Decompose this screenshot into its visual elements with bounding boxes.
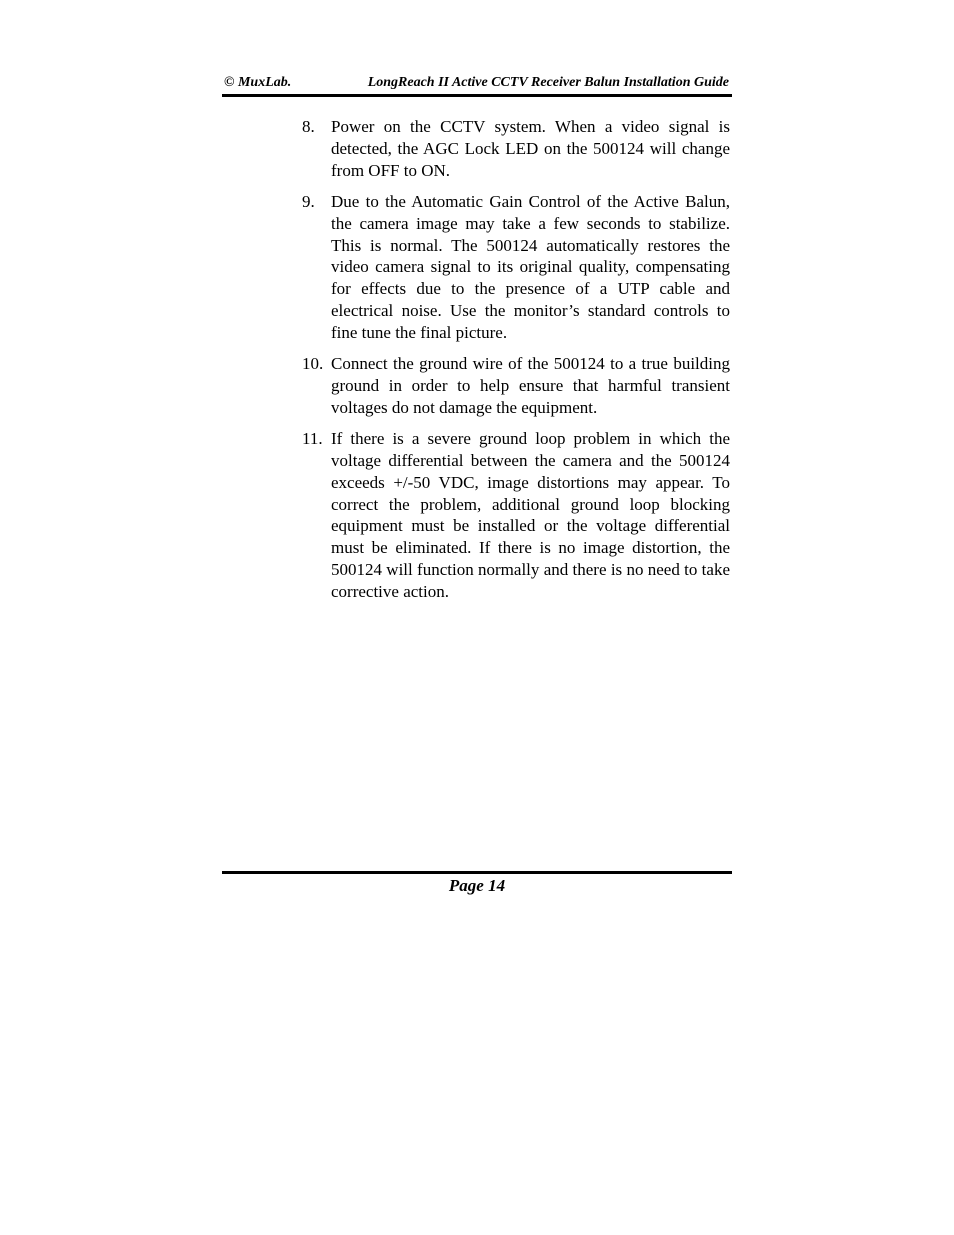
step-text: If there is a severe ground loop problem in which the voltage differential between the camera and the 500124 exceeds +/-50 VDC, image distortions may appear. To correct the problem, additional ground loop blocking equipment must be installed or the voltage differential must be eliminated. If there is no image distortion, the 500124 will function normally and there is no need to take corrective action. xyxy=(331,428,730,602)
step-number: 9. xyxy=(302,191,315,211)
step-10 xyxy=(302,353,730,419)
installation-steps-list xyxy=(302,116,730,612)
page-number: Page 14 xyxy=(448,876,506,895)
step-9 xyxy=(302,191,730,344)
step-number: 8. xyxy=(302,117,315,136)
running-header xyxy=(222,75,731,93)
step-11 xyxy=(302,428,730,603)
step-text: Connect the ground wire of the 500124 to a true building ground in order to help ensure that harmful transient voltages do not damage the equipment. xyxy=(331,354,730,417)
header-copyright: © MuxLab. xyxy=(224,75,292,90)
footer-rule xyxy=(222,871,732,874)
header-rule xyxy=(222,94,732,97)
step-number: 11. xyxy=(302,428,323,448)
step-text: Due to the Automatic Gain Control of the Active Balun, the camera image may take a few seconds to stabilize. This is normal. The 500124 automatically restores the video camera signal to its original quality, compensating for effects due to the presence of a UTP cable and electrical noise. Use the monitor’s standard controls to fine tune the final picture. xyxy=(331,191,730,343)
step-text: Power on the CCTV system. When a video signal is detected, the AGC Lock LED on the 500124 will change from OFF to ON. xyxy=(331,117,730,180)
step-number: 10. xyxy=(302,354,324,374)
step-8 xyxy=(302,116,730,182)
header-guide-title: LongReach II Active CCTV Receiver Balun Installation Guide xyxy=(367,75,729,90)
